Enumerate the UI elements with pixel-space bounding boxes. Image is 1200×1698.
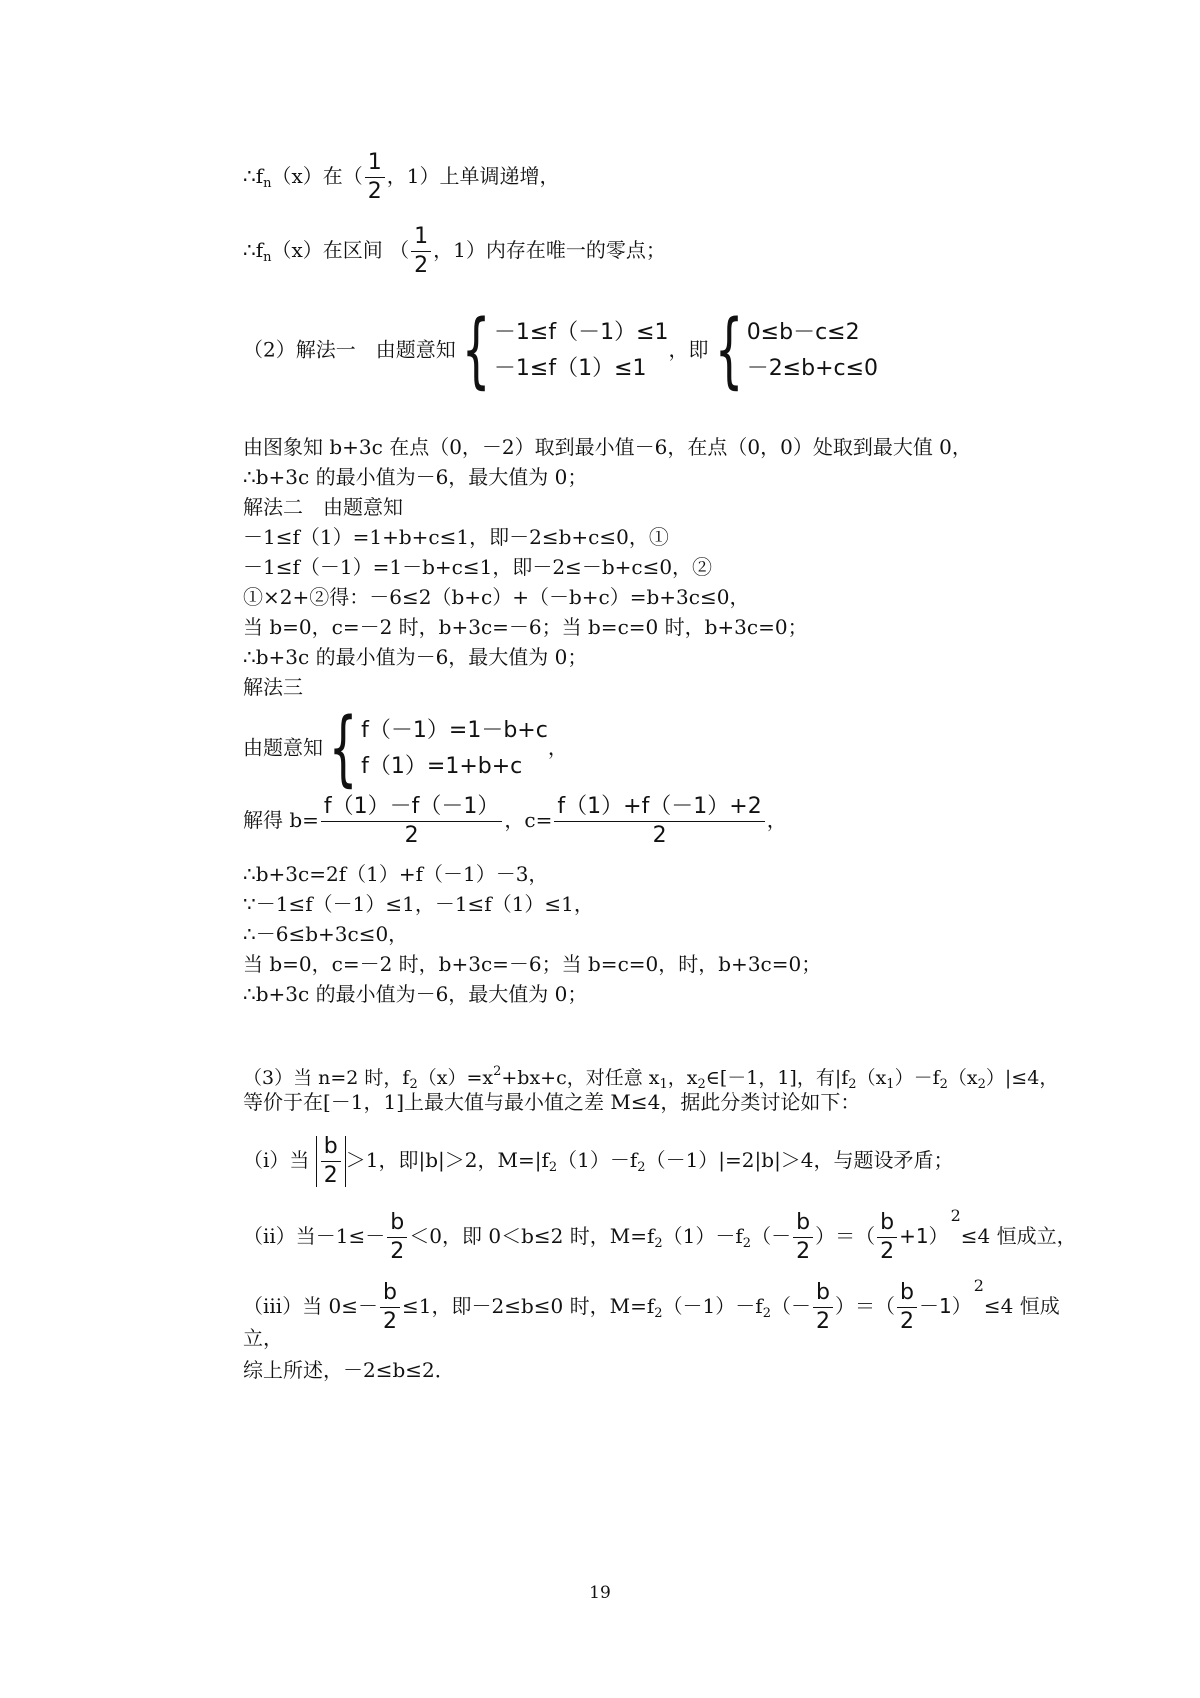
fraction xyxy=(897,1282,917,1333)
equation-line xyxy=(243,303,879,398)
left-brace-icon: { xyxy=(461,303,491,398)
fraction-numerator: 1 xyxy=(411,226,431,252)
text-run: （2）解法一 由题意知 xyxy=(243,337,456,362)
text-run: ∴f xyxy=(243,238,264,262)
text-line: 立， xyxy=(243,1326,283,1350)
text-run: （－1）－f xyxy=(662,1294,763,1318)
fraction xyxy=(813,1282,833,1333)
subscript: n xyxy=(263,250,272,265)
equation-system xyxy=(361,713,548,785)
subscript: 2 xyxy=(637,1160,646,1175)
fraction-numerator: b xyxy=(813,1282,833,1308)
exponent: 2 xyxy=(950,1206,961,1225)
system-row: －2≤b+c≤0 xyxy=(746,356,879,381)
text-run: （x xyxy=(856,1067,887,1089)
text-run: ）＝（ xyxy=(815,1224,876,1248)
superscript: 2 xyxy=(493,1064,502,1079)
text-line: 当 b=0，c=－2 时，b+3c=－6；当 b=c=0 时，b+3c=0； xyxy=(243,615,808,639)
text-line: ∵－1≤f（－1）≤1，－1≤f（1）≤1， xyxy=(243,892,594,916)
subscript: 2 xyxy=(762,1306,771,1321)
subscript: n xyxy=(263,176,272,191)
text-run: （－1）|=2|b|＞4，与题设矛盾； xyxy=(645,1148,954,1172)
exponent: 2 xyxy=(973,1276,984,1295)
subscript: 2 xyxy=(654,1236,663,1251)
text-run: ，1）上单调递增， xyxy=(386,164,560,188)
text-run: （－ xyxy=(751,1224,792,1248)
text-run: 解得 b= xyxy=(243,808,319,832)
text-run: （－ xyxy=(770,1294,811,1318)
text-run: ≤1，即－2≤b≤0 时，M=f xyxy=(402,1294,655,1318)
fraction-numerator: b xyxy=(387,1212,407,1238)
text-run: ∴f xyxy=(243,164,264,188)
text-run: （x）在区间 （ xyxy=(271,238,410,262)
fraction-numerator: b xyxy=(877,1212,897,1238)
fraction-numerator: 1 xyxy=(365,152,385,178)
fraction xyxy=(321,796,503,847)
absolute-value xyxy=(316,1136,346,1187)
fraction-denominator: 2 xyxy=(414,253,429,278)
subscript: 2 xyxy=(548,1160,558,1175)
text-run: （1）－f xyxy=(557,1148,638,1172)
text-line: －1≤f（1）=1+b+c≤1，即－2≤b+c≤0，① xyxy=(243,525,669,549)
left-brace-icon: { xyxy=(328,701,358,796)
text-line xyxy=(243,1276,1060,1334)
fraction-denominator: 2 xyxy=(652,823,667,848)
subscript: 2 xyxy=(742,1236,752,1251)
text-line: 解法三 xyxy=(243,675,303,699)
subscript: 2 xyxy=(939,1077,948,1092)
text-line: ①×2+②得：－6≤2（b+c）+（－b+c）=b+3c≤0， xyxy=(243,585,750,609)
text-line xyxy=(243,226,666,277)
fraction xyxy=(554,796,764,847)
equation-line xyxy=(243,701,568,796)
text-run: +1） xyxy=(899,1224,949,1248)
subscript: 2 xyxy=(848,1077,857,1092)
text-line: ∴b+3c=2f（1）+f（－1）－3， xyxy=(243,862,549,886)
fraction xyxy=(387,1212,407,1263)
system-row: f（1）=1+b+c xyxy=(361,754,523,779)
fraction xyxy=(411,226,431,277)
fraction-denominator: 2 xyxy=(367,179,382,204)
fraction-denominator: 2 xyxy=(390,1239,405,1264)
text-run: ，即 xyxy=(668,337,709,362)
text-run: ≤4 恒成 xyxy=(983,1294,1060,1318)
text-run: －1） xyxy=(918,1294,972,1318)
text-run: ， xyxy=(766,808,787,832)
text-line xyxy=(243,152,560,203)
text-line: ∴－6≤b+3c≤0， xyxy=(243,922,409,946)
text-run: （3）当 n=2 时，f xyxy=(243,1067,410,1089)
text-run: ，x xyxy=(667,1067,698,1089)
fraction-denominator: 2 xyxy=(899,1309,914,1334)
text-run: ＞1，即|b|＞2，M=|f xyxy=(345,1148,549,1172)
text-run: ∈[－1，1]，有|f xyxy=(705,1067,849,1089)
text-run: ，c= xyxy=(504,808,553,832)
text-run: ＜0，即 0＜b≤2 时，M=f xyxy=(409,1224,655,1248)
fraction-numerator: b xyxy=(897,1282,917,1308)
fraction-numerator: f（1）+f（－1）+2 xyxy=(554,796,764,822)
text-run: （x xyxy=(947,1067,978,1089)
subscript: 2 xyxy=(697,1077,706,1092)
text-line xyxy=(243,1136,954,1187)
fraction-denominator: 2 xyxy=(796,1239,811,1264)
text-run: ）－f xyxy=(894,1067,940,1089)
fraction xyxy=(321,1136,341,1187)
left-brace-icon: { xyxy=(714,303,743,398)
subscript: 1 xyxy=(886,1077,895,1092)
equation-line xyxy=(243,796,787,847)
subscript: 2 xyxy=(977,1077,986,1092)
text-line: 综上所述，－2≤b≤2． xyxy=(243,1358,455,1382)
fraction-denominator: 2 xyxy=(880,1239,895,1264)
text-run: （x）在（ xyxy=(271,164,363,188)
text-line: 当 b=0，c=－2 时，b+3c=－6；当 b=c=0，时，b+3c=0； xyxy=(243,952,822,976)
fraction-numerator: b xyxy=(321,1136,341,1162)
text-run: （ii）当－1≤－ xyxy=(243,1224,386,1248)
text-line: ∴b+3c 的最小值为－6，最大值为 0； xyxy=(243,645,588,669)
text-run: （iii）当 0≤－ xyxy=(243,1294,379,1318)
text-line: －1≤f（－1）=1－b+c≤1，即－2≤－b+c≤0，② xyxy=(243,555,713,579)
fraction xyxy=(380,1282,400,1333)
fraction-numerator: f（1）－f（－1） xyxy=(321,796,503,822)
text-run: （i）当 xyxy=(243,1148,316,1172)
text-run: ）|≤4， xyxy=(985,1067,1059,1089)
text-line: 等价于在[－1，1]上最大值与最小值之差 M≤4，据此分类讨论如下： xyxy=(243,1090,861,1114)
text-run: ）＝（ xyxy=(834,1294,895,1318)
equation-system xyxy=(747,315,878,387)
fraction-denominator: 2 xyxy=(323,1163,338,1188)
text-run: ，1）内存在唯一的零点； xyxy=(433,238,666,262)
text-run: +bx+c，对任意 x xyxy=(501,1067,660,1089)
subscript: 1 xyxy=(659,1077,668,1092)
text-run: （x）=x xyxy=(417,1067,494,1089)
system-row: 0≤b－c≤2 xyxy=(746,320,860,345)
text-line xyxy=(243,1206,1077,1264)
fraction-numerator: b xyxy=(380,1282,400,1308)
fraction xyxy=(793,1212,813,1263)
fraction xyxy=(365,152,385,203)
system-row: f（－1）=1－b+c xyxy=(361,718,548,743)
text-run: ， xyxy=(547,735,568,760)
fraction-denominator: 2 xyxy=(383,1309,398,1334)
text-run: ≤4 恒成立， xyxy=(960,1224,1077,1248)
text-line: ∴b+3c 的最小值为－6，最大值为 0； xyxy=(243,982,588,1006)
text-run: （1）－f xyxy=(662,1224,743,1248)
page-number: 19 xyxy=(589,1583,611,1603)
text-run: 由题意知 xyxy=(243,735,323,760)
fraction-denominator: 2 xyxy=(815,1309,830,1334)
text-line: ∴b+3c 的最小值为－6，最大值为 0； xyxy=(243,465,588,489)
text-line: 解法二 由题意知 xyxy=(243,495,403,519)
system-row: －1≤f（1）≤1 xyxy=(493,356,647,381)
fraction xyxy=(877,1212,897,1263)
system-row: －1≤f（－1）≤1 xyxy=(493,320,669,345)
equation-system xyxy=(494,315,669,387)
subscript: 2 xyxy=(409,1077,418,1092)
text-line: 由图象知 b+3c 在点（0，－2）取到最小值－6，在点（0，0）处取到最大值 0， xyxy=(243,435,972,459)
fraction-numerator: b xyxy=(793,1212,813,1238)
fraction-denominator: 2 xyxy=(404,823,419,848)
subscript: 2 xyxy=(654,1306,663,1321)
